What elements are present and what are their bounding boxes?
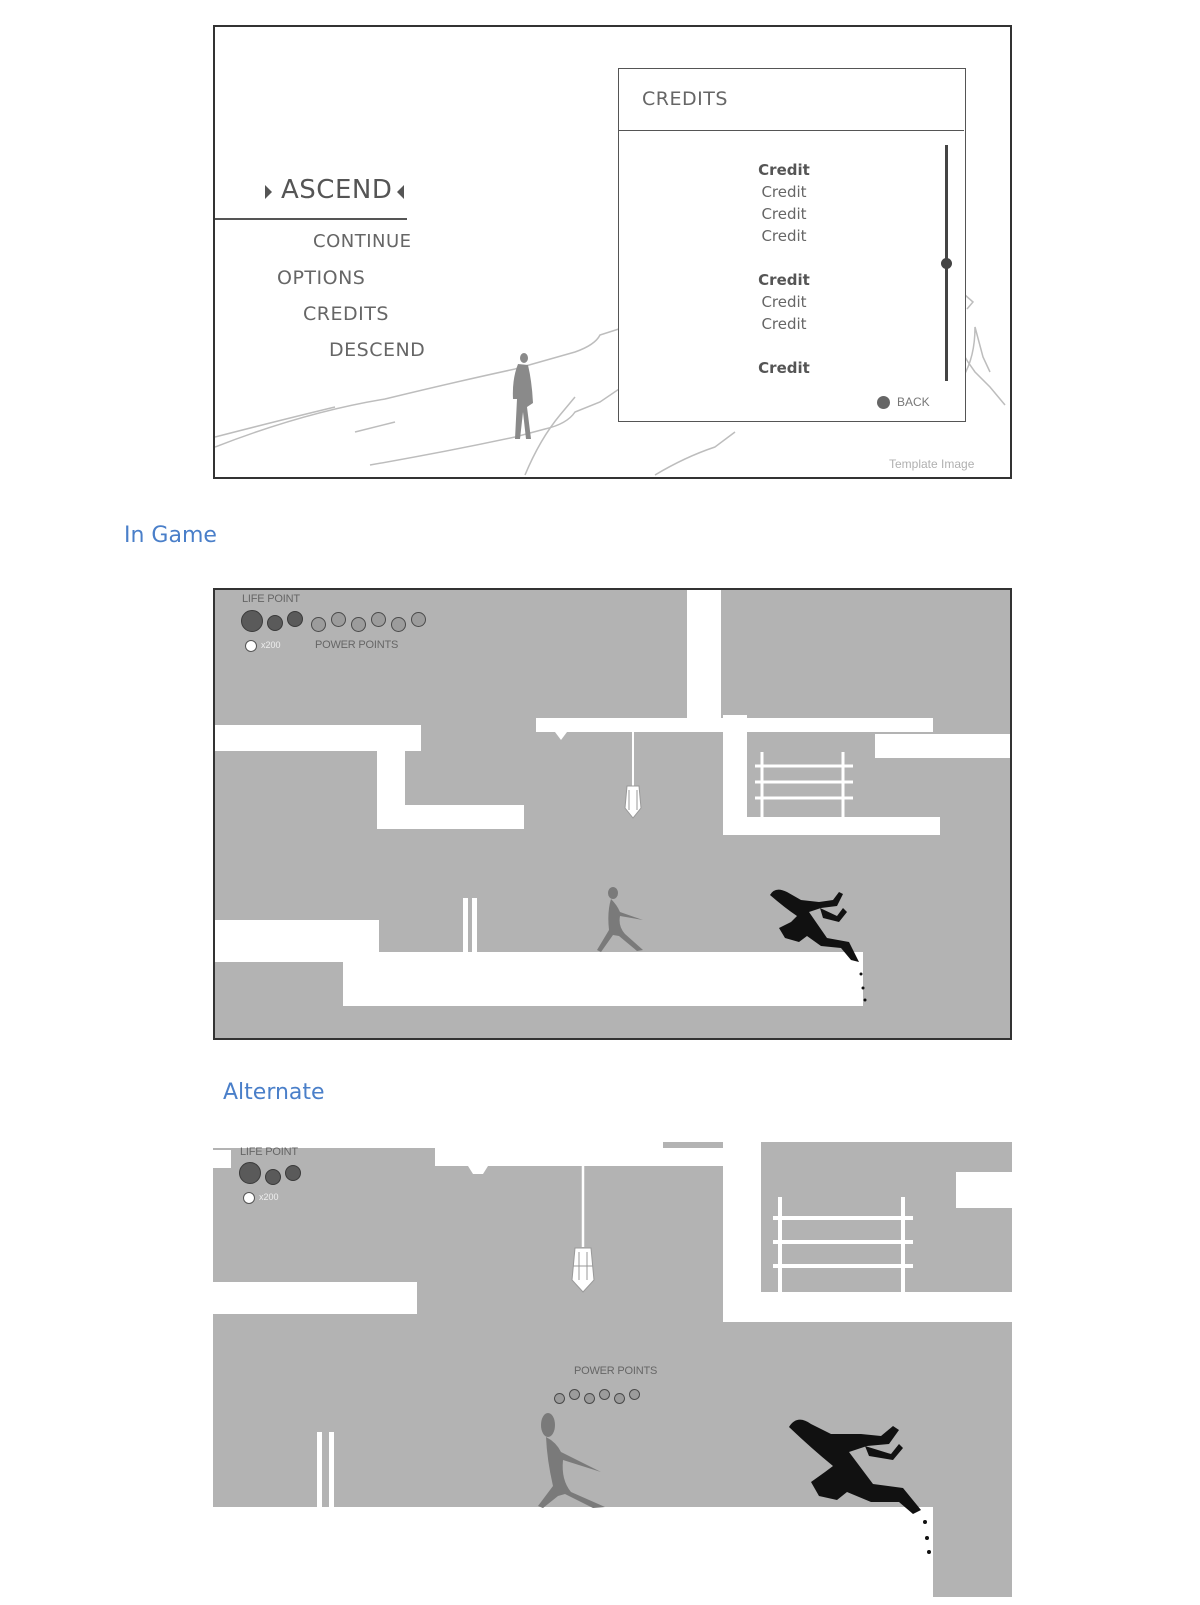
power-orb-icon (569, 1389, 580, 1400)
shadow-creature (770, 890, 867, 1002)
life-orb-icon (285, 1165, 301, 1181)
player-figure (513, 353, 533, 439)
in-game-screen (213, 588, 1012, 1040)
credit-line: Credit (758, 271, 810, 289)
power-points-label: POWER POINTS (574, 1365, 658, 1377)
title-underline (215, 218, 407, 220)
power-orb-icon (554, 1393, 565, 1404)
life-orb-icon (241, 610, 263, 632)
alternate-screen (213, 1142, 1012, 1597)
arrow-right-icon (265, 185, 272, 199)
fence (773, 1197, 913, 1292)
credit-line: Credit (758, 359, 810, 377)
life-orb-icon (267, 615, 283, 631)
life-orb-icon (265, 1169, 281, 1185)
in-game-sprites (215, 590, 1012, 1040)
token-count: x200 (261, 640, 281, 650)
title-selector[interactable] (265, 175, 405, 215)
life-orb-icon (239, 1162, 261, 1184)
fence (755, 752, 853, 817)
game-title: ASCEND (281, 175, 393, 205)
power-points-label: POWER POINTS (315, 639, 399, 651)
token-count: x200 (259, 1192, 279, 1202)
power-orb-icon (351, 617, 366, 632)
heading-in-game: In Game (124, 523, 217, 548)
token-icon (243, 1192, 255, 1204)
power-orb-icon (599, 1389, 610, 1400)
shadow-creature (789, 1420, 931, 1554)
power-orb-icon (614, 1393, 625, 1404)
credit-line: Credit (761, 205, 807, 223)
credits-header-title: CREDITS (642, 88, 728, 110)
credits-scrollbar[interactable] (945, 145, 948, 381)
power-orb-icon (371, 612, 386, 627)
power-orb-icon (629, 1389, 640, 1400)
lantern-icon (625, 730, 641, 818)
back-label: BACK (897, 395, 930, 409)
player-character (597, 887, 643, 952)
power-orb-icon (584, 1393, 595, 1404)
main-menu-screen (213, 25, 1012, 479)
life-point-label: LIFE POINT (240, 1146, 298, 1158)
button-circle-icon (877, 396, 890, 409)
life-orb-icon (287, 611, 303, 627)
player-character (538, 1413, 605, 1508)
credits-list (619, 131, 949, 391)
power-orb-icon (331, 612, 346, 627)
lantern-icon (572, 1166, 594, 1292)
credits-panel-header (619, 69, 964, 131)
menu-item-credits[interactable]: CREDITS (303, 303, 389, 325)
back-button[interactable] (877, 393, 947, 411)
scrollbar-thumb[interactable] (941, 258, 952, 269)
credit-line: Credit (761, 293, 807, 311)
menu-item-continue[interactable]: CONTINUE (313, 231, 412, 252)
credits-panel (618, 68, 966, 422)
menu-item-descend[interactable]: DESCEND (329, 339, 426, 361)
life-point-label: LIFE POINT (242, 593, 300, 605)
power-orb-icon (391, 617, 406, 632)
token-icon (245, 640, 257, 652)
credit-line: Credit (761, 315, 807, 333)
power-orb-icon (311, 617, 326, 632)
credit-line: Credit (761, 183, 807, 201)
credit-line: Credit (758, 161, 810, 179)
arrow-left-icon (397, 185, 404, 199)
heading-alternate: Alternate (223, 1080, 325, 1105)
power-orb-icon (411, 612, 426, 627)
watermark-text: Template Image (889, 457, 975, 471)
credit-line: Credit (761, 227, 807, 245)
menu-item-options[interactable]: OPTIONS (277, 267, 366, 289)
